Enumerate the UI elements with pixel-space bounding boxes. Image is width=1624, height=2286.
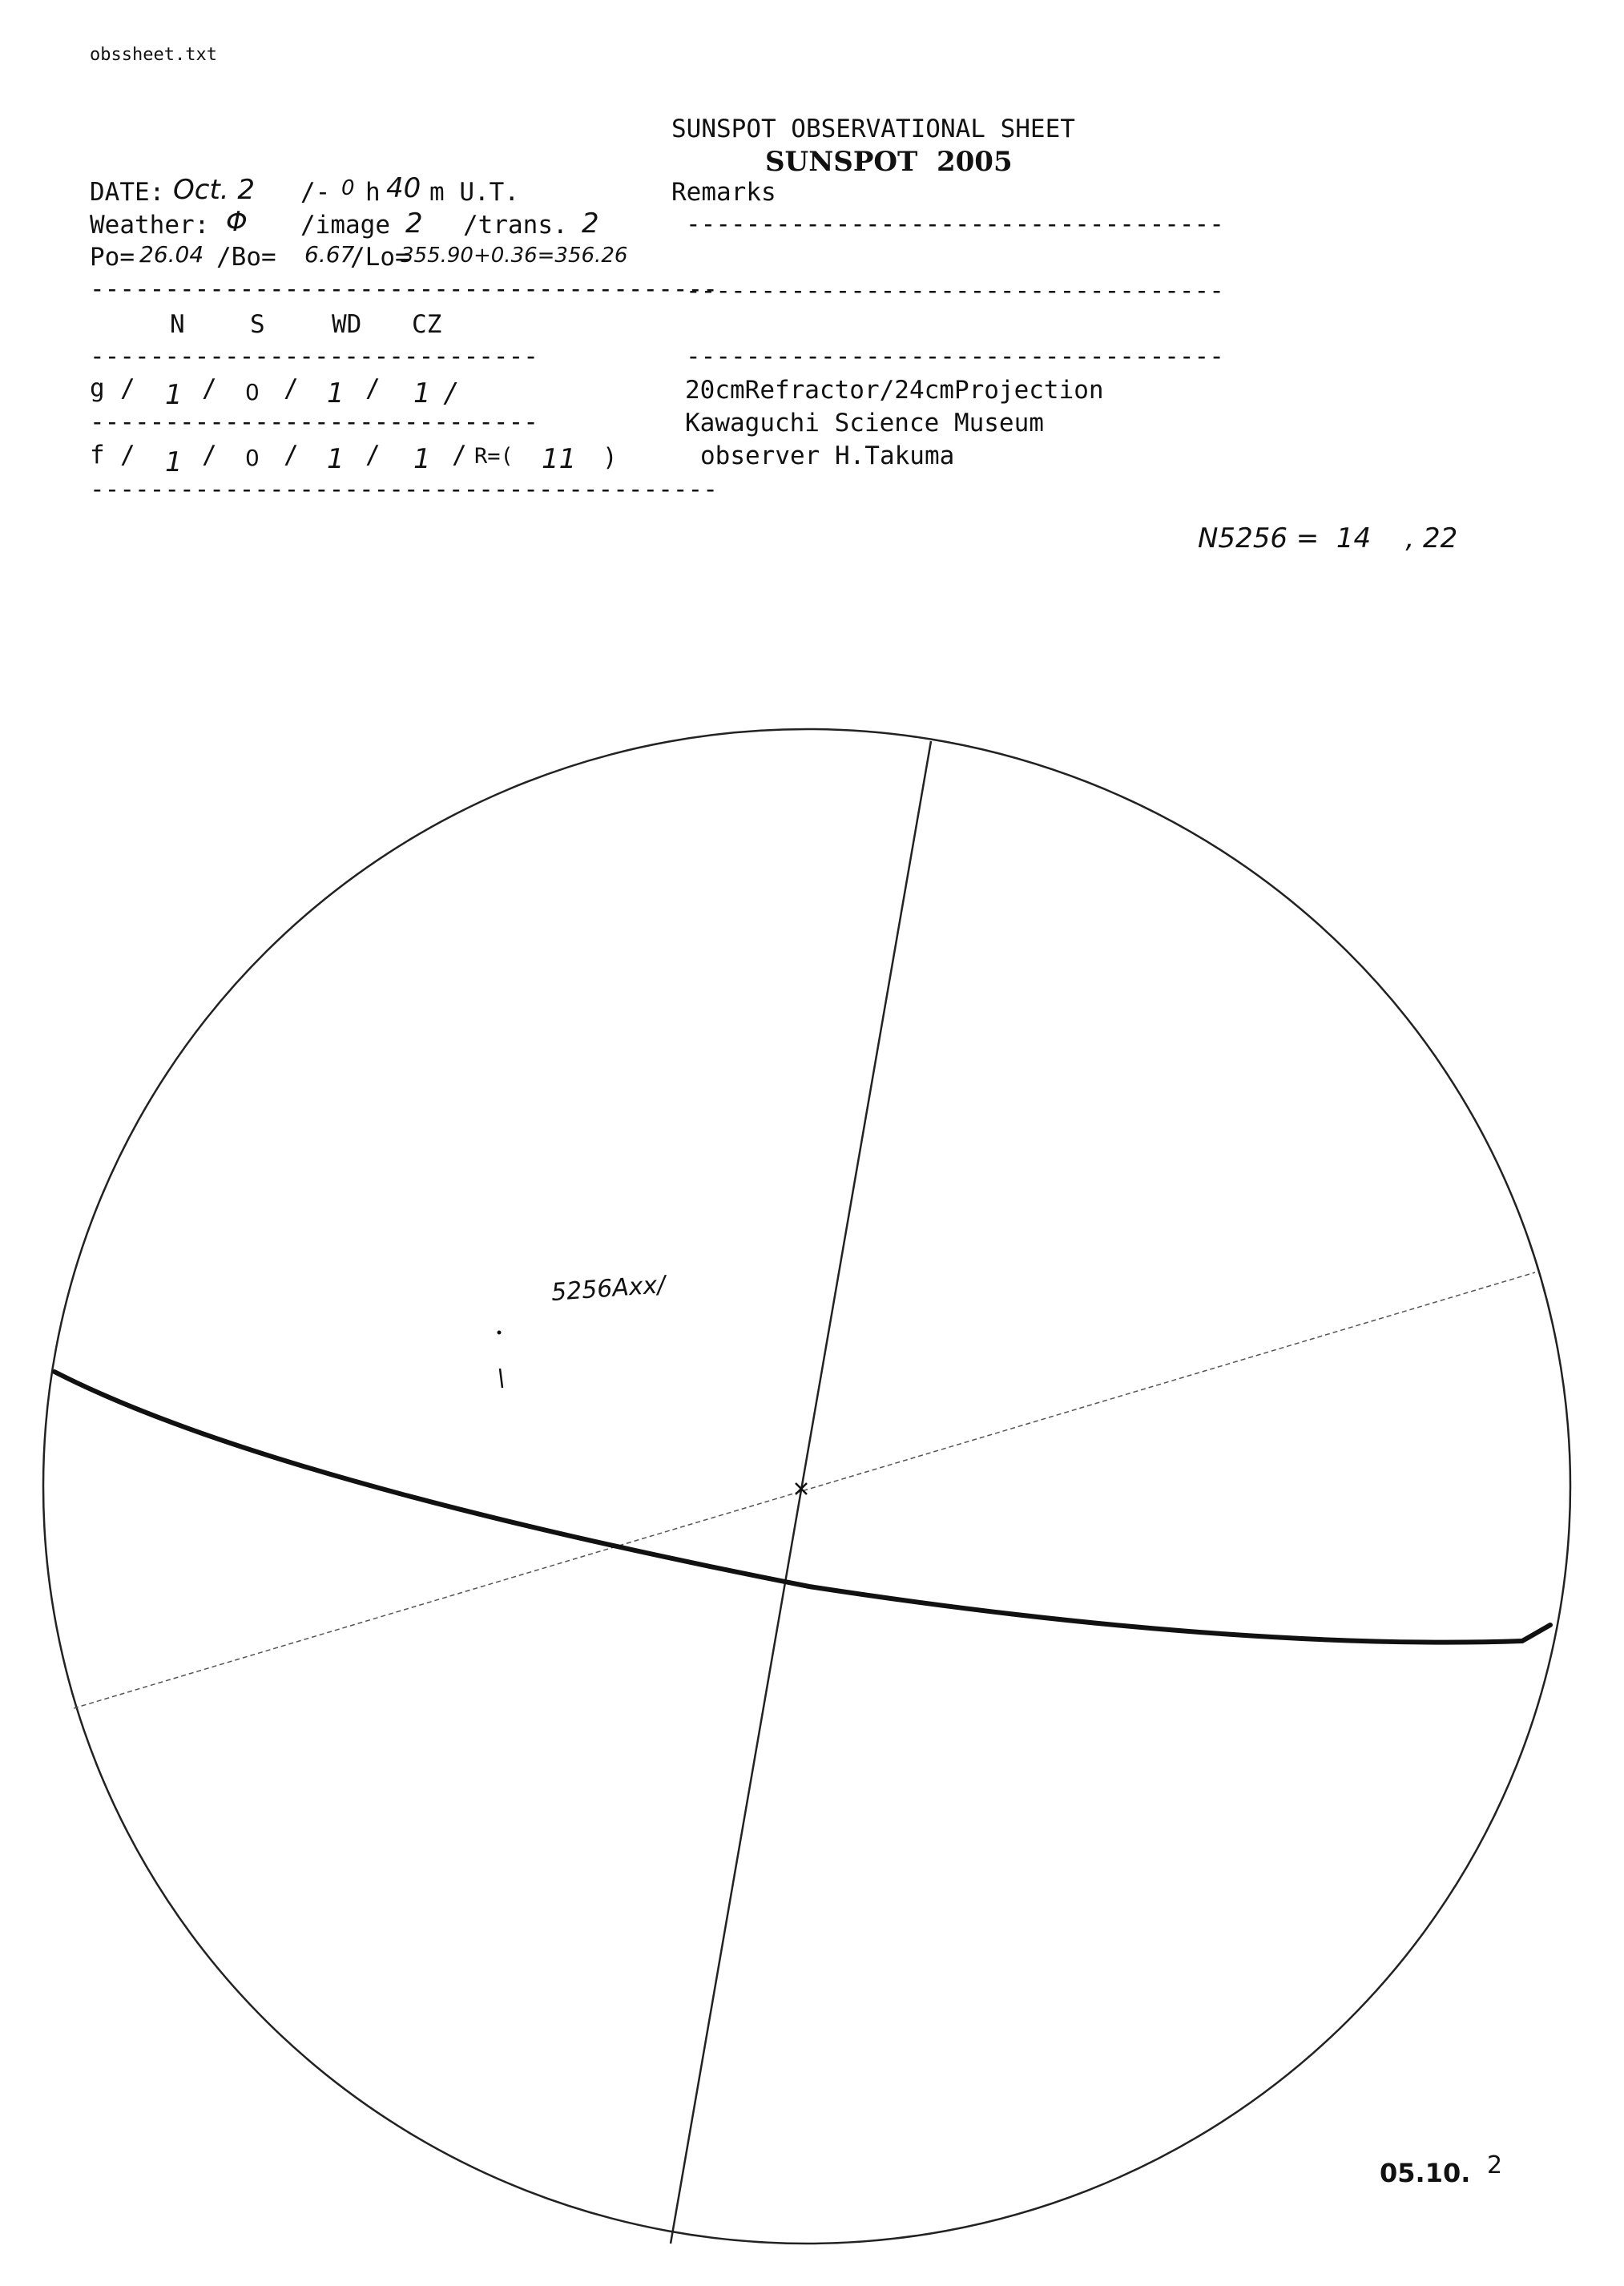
r-value: 11: [542, 443, 577, 475]
remarks-line-3: ------------------------------------: [686, 342, 1224, 371]
col-header-n: N: [170, 310, 185, 339]
sheet-subtitle: SUNSPOT 2005: [765, 146, 1013, 178]
row-separator: /: [284, 441, 299, 470]
g-value-s: 0: [245, 379, 260, 405]
hour-value: 0: [341, 176, 355, 200]
po-value: 26.04: [139, 241, 204, 268]
f-value-wd: 1: [327, 443, 345, 475]
image-label: /image: [300, 211, 390, 240]
solar-limb-circle: [43, 729, 1570, 2244]
g-value-wd: 1: [327, 377, 345, 409]
f-value-cz: 1: [413, 443, 431, 475]
sheet-title: SUNSPOT OBSERVATIONAL SHEET: [671, 115, 1075, 143]
central-meridian-line: [671, 741, 931, 2244]
r-label: R=(: [474, 444, 514, 469]
col-header-cz: CZ: [412, 310, 442, 339]
lo-label: /Lo=: [350, 243, 410, 272]
bo-label: /Bo=: [216, 243, 276, 272]
heliographic-equator-curve: [54, 1372, 1550, 1643]
observer-text: observer H.Takuma: [700, 441, 955, 470]
date-label: DATE:: [90, 178, 165, 207]
r-close: ): [602, 443, 618, 472]
row-separator: /: [202, 441, 217, 470]
date-stamp-day: 2: [1487, 2151, 1503, 2179]
col-header-wd: WD: [332, 310, 362, 339]
row-separator: /: [365, 374, 381, 403]
g-value-cz-extra: /: [445, 377, 455, 409]
remarks-label: Remarks: [671, 178, 776, 207]
col-header-s: S: [250, 310, 265, 339]
date-stamp: 05.10.: [1380, 2158, 1471, 2188]
bo-value: 6.67: [304, 241, 355, 268]
sunspot-group-label: 5256Axx/: [550, 1271, 667, 1307]
hour-unit: h: [365, 178, 381, 207]
image-value: 2: [405, 208, 423, 240]
institution-text: Kawaguchi Science Museum: [685, 409, 1044, 437]
minute-value: 40: [386, 172, 421, 204]
instrument-text: 20cmRefractor/24cmProjection: [685, 376, 1104, 405]
separator-line: ------------------------------------------: [90, 275, 718, 304]
row-separator: /: [120, 441, 135, 470]
separator-line: ------------------------------------------: [90, 475, 718, 504]
g-value-cz: 1: [413, 377, 437, 409]
weather-value: Φ: [226, 206, 248, 238]
row-separator: /: [120, 374, 135, 403]
separator-line: ------------------------------: [90, 408, 538, 437]
equator-reference-line: [74, 1272, 1535, 1708]
separator-line: ------------------------------: [90, 342, 538, 371]
row-separator: /: [202, 374, 217, 403]
row-separator: /: [452, 441, 467, 470]
date-value: Oct. 2: [173, 174, 256, 206]
row-separator: /: [284, 374, 299, 403]
g-value-n: 1: [165, 379, 183, 411]
row-separator: /: [365, 441, 381, 470]
minute-unit-ut: m U.T.: [429, 178, 519, 207]
trans-value: 2: [582, 208, 599, 240]
region-count-note: N5256 = 14 , 22: [1198, 522, 1458, 554]
date-sep: /-: [300, 178, 331, 207]
file-label: obssheet.txt: [90, 45, 217, 65]
f-row-label: f: [90, 441, 105, 470]
f-value-s: 0: [245, 445, 260, 471]
sunspot-dot: [498, 1331, 502, 1335]
weather-label: Weather:: [90, 211, 210, 240]
remarks-line-2: ------------------------------------: [686, 276, 1224, 305]
f-value-n: 1: [165, 446, 183, 478]
remarks-line-1: ------------------------------------: [686, 210, 1224, 239]
lo-value: 355.90+0.36=356.26: [401, 244, 628, 268]
po-label: Po=: [90, 243, 135, 272]
g-row-label: g: [90, 374, 105, 403]
trans-label: /trans.: [463, 211, 568, 240]
sunspot-tick: [500, 1369, 502, 1388]
